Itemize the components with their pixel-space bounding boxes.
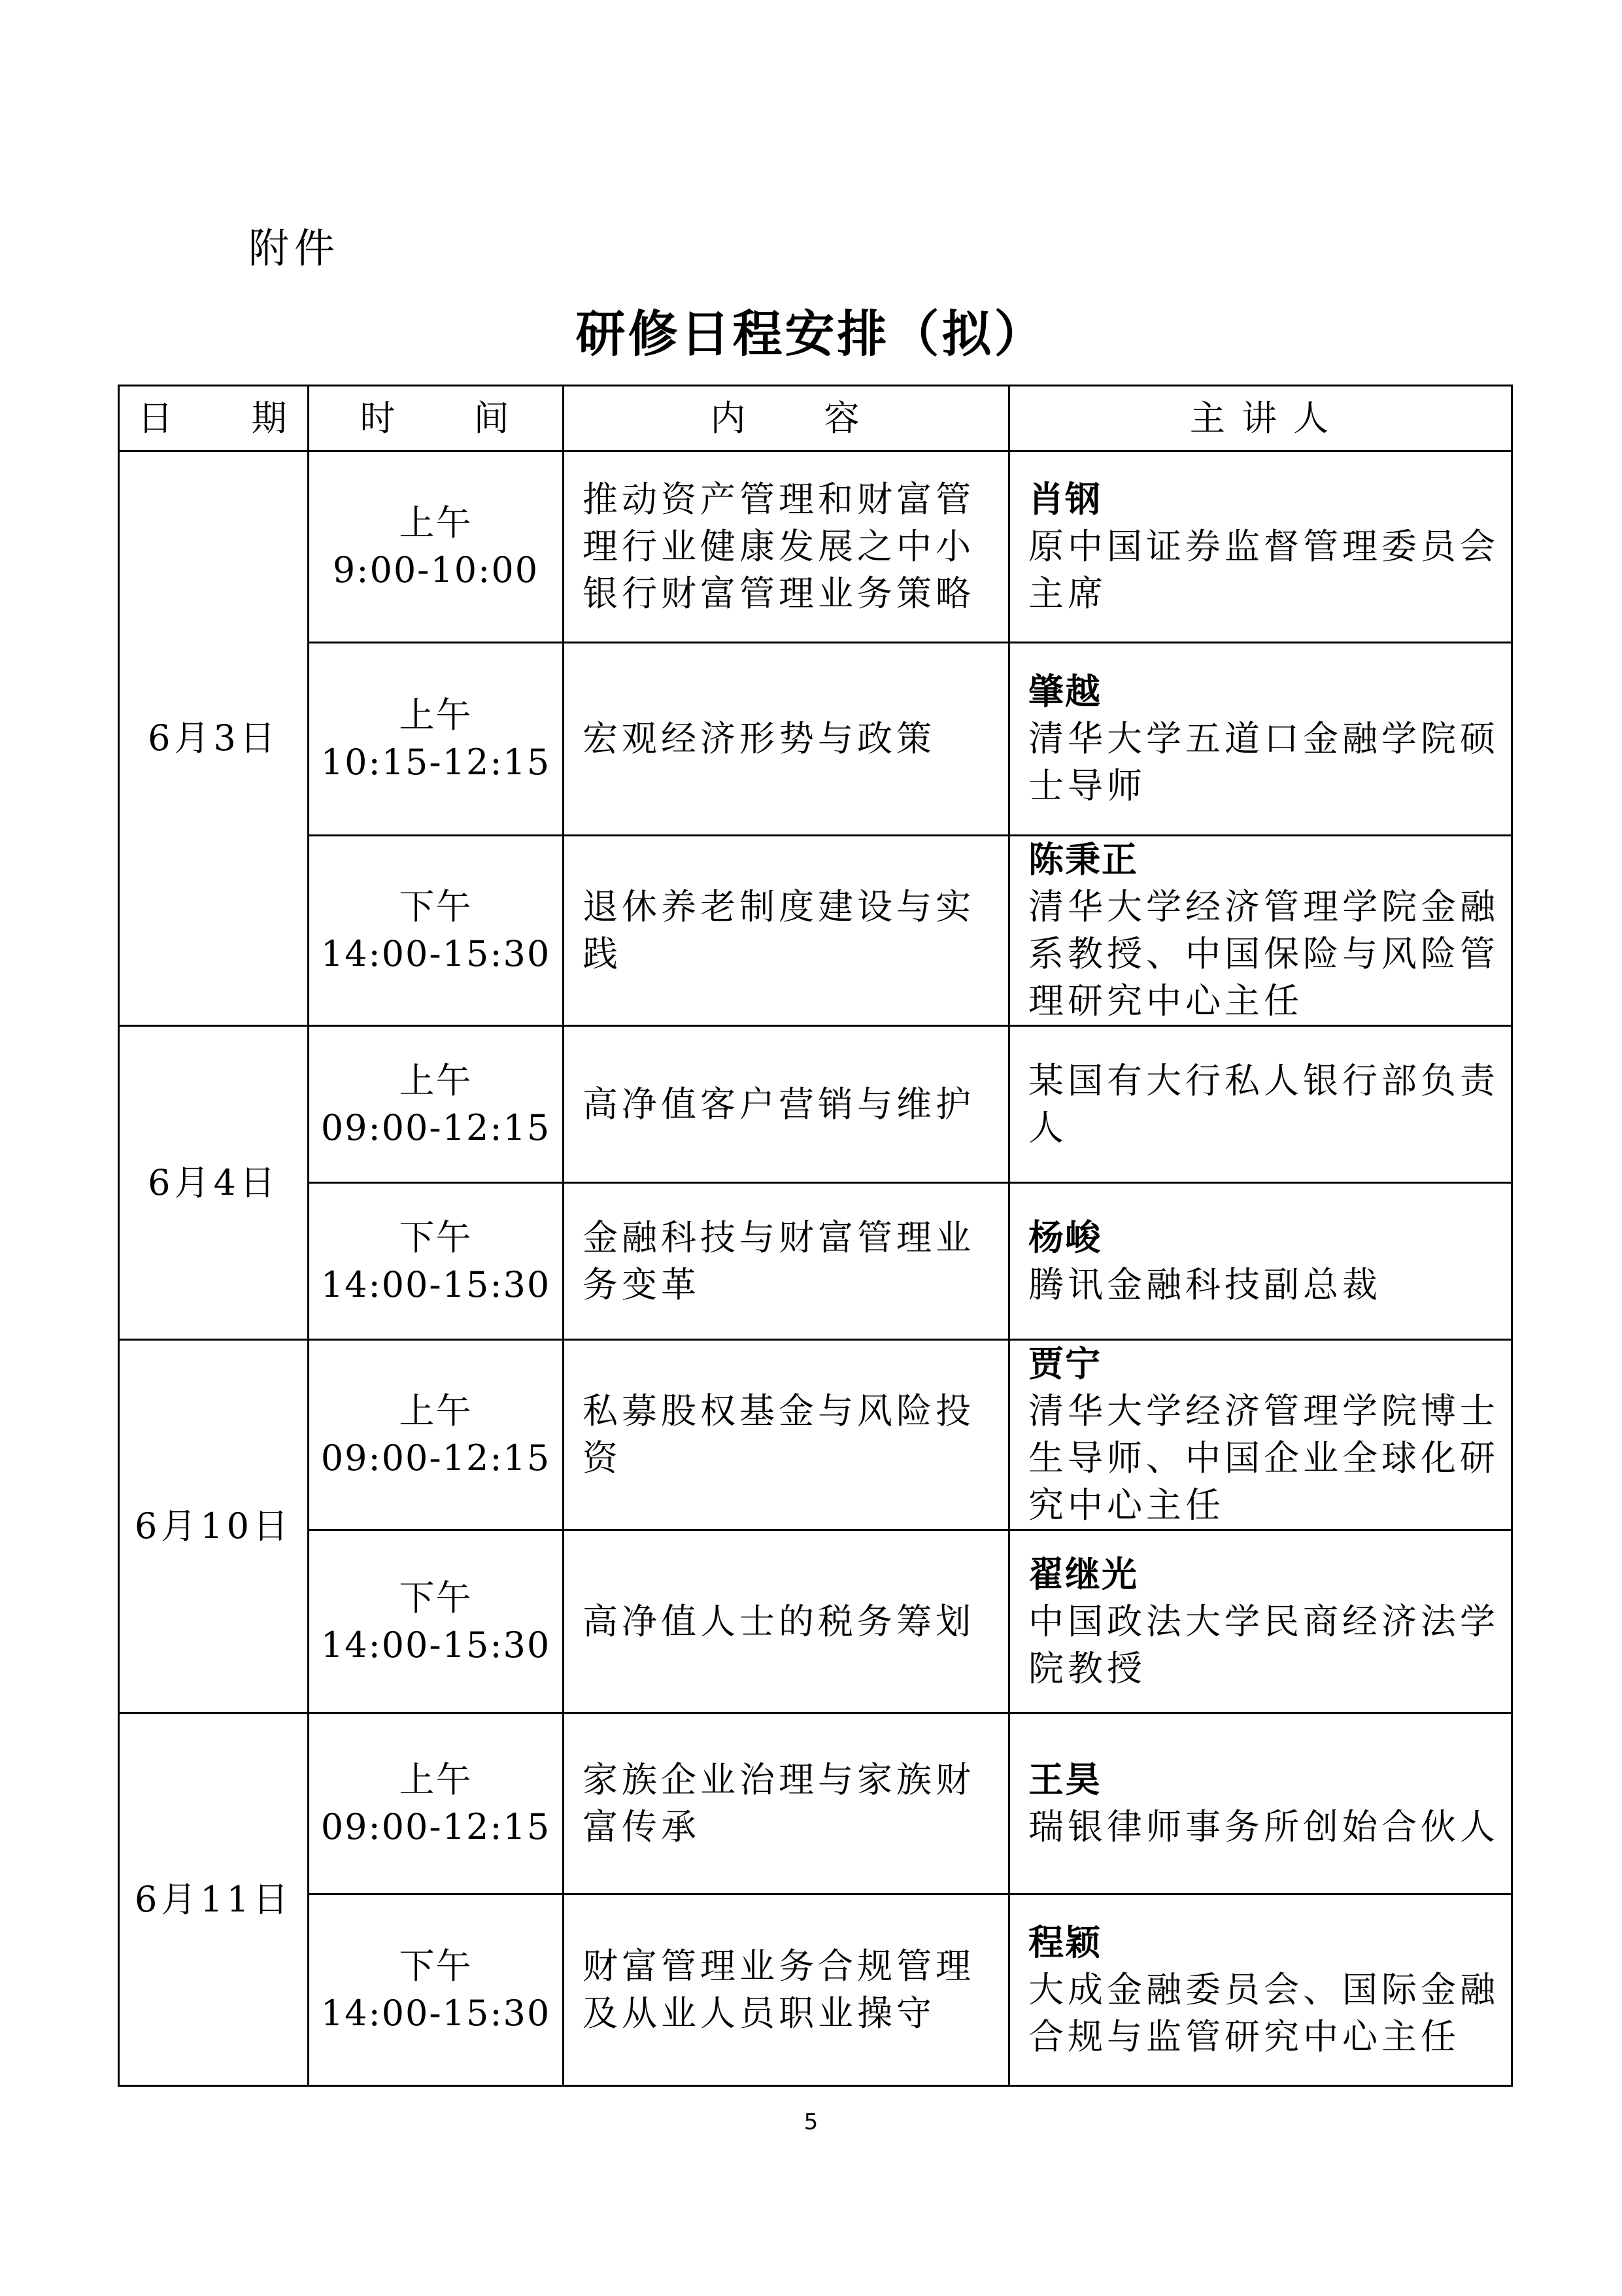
date-cell: 6月10日 — [119, 1340, 309, 1713]
speaker-name: 肇越 — [1028, 671, 1102, 712]
session-time: 09:00-12:15 — [320, 1806, 551, 1847]
speaker-cell — [1009, 836, 1512, 1026]
attachment-label: 附件 — [248, 224, 341, 272]
session-period: 上午 — [399, 1759, 473, 1800]
table-row — [119, 451, 1512, 643]
table-row — [119, 1183, 1512, 1340]
session-period: 上午 — [399, 1390, 473, 1431]
table-row — [119, 1026, 1512, 1183]
table-row — [119, 643, 1512, 836]
speaker-name: 王昊 — [1028, 1759, 1102, 1800]
speaker-cell — [1009, 1894, 1512, 2086]
speaker-title: 清华大学五道口金融学院硕士导师 — [1028, 718, 1499, 806]
time-cell — [309, 451, 564, 643]
table-row — [119, 1713, 1512, 1894]
content-cell: 家族企业治理与家族财富传承 — [564, 1713, 1009, 1894]
table-row — [119, 1530, 1512, 1713]
session-time: 9:00-10:00 — [332, 549, 539, 591]
content-cell: 宏观经济形势与政策 — [564, 643, 1009, 836]
content-cell: 私募股权基金与风险投资 — [564, 1340, 1009, 1530]
speaker-cell — [1009, 1026, 1512, 1183]
speaker-title: 原中国证券监督管理委员会主席 — [1028, 526, 1499, 614]
speaker-name: 陈秉正 — [1028, 839, 1138, 880]
time-cell — [309, 1530, 564, 1713]
speaker-title: 大成金融委员会、国际金融合规与监管研究中心主任 — [1028, 1969, 1499, 2057]
speaker-cell — [1009, 643, 1512, 836]
session-time: 09:00-12:15 — [320, 1106, 551, 1148]
session-period: 上午 — [399, 694, 473, 736]
time-cell — [309, 1894, 564, 2086]
page-title: 研修日程安排（拟） — [575, 305, 1047, 363]
page-number: 5 — [803, 2109, 819, 2135]
table-row — [119, 1340, 1512, 1530]
speaker-cell — [1009, 1183, 1512, 1340]
content-cell: 高净值人士的税务筹划 — [564, 1530, 1009, 1713]
speaker-name: 杨峻 — [1028, 1216, 1102, 1258]
session-period: 上午 — [399, 1059, 473, 1101]
time-cell — [309, 643, 564, 836]
header-speaker: 主 讲 人 — [1009, 386, 1512, 451]
time-cell — [309, 1183, 564, 1340]
session-period: 下午 — [399, 1216, 473, 1258]
table-row — [119, 1894, 1512, 2086]
time-cell — [309, 1340, 564, 1530]
session-time: 14:00-15:30 — [320, 933, 551, 974]
session-period: 下午 — [399, 1945, 473, 1987]
header-date: 日 期 — [119, 386, 309, 451]
date-cell: 6月3日 — [119, 451, 309, 1026]
speaker-cell — [1009, 1713, 1512, 1894]
content-cell: 高净值客户营销与维护 — [564, 1026, 1009, 1183]
speaker-cell — [1009, 451, 1512, 643]
session-time: 14:00-15:30 — [320, 1263, 551, 1305]
table-row — [119, 836, 1512, 1026]
header-time: 时 间 — [309, 386, 564, 451]
speaker-name: 程颖 — [1028, 1922, 1102, 1963]
content-cell: 财富管理业务合规管理及从业人员职业操守 — [564, 1894, 1009, 2086]
speaker-name: 肖钢 — [1028, 479, 1102, 520]
session-time: 10:15-12:15 — [320, 742, 551, 783]
date-cell: 6月11日 — [119, 1713, 309, 2086]
time-cell — [309, 1026, 564, 1183]
session-time: 09:00-12:15 — [320, 1437, 551, 1479]
content-cell: 退休养老制度建设与实践 — [564, 836, 1009, 1026]
content-cell: 金融科技与财富管理业务变革 — [564, 1183, 1009, 1340]
session-period: 下午 — [399, 1577, 473, 1619]
speaker-title: 瑞银律师事务所创始合伙人 — [1028, 1806, 1499, 1847]
table-header-row — [119, 386, 1512, 451]
speaker-name: 翟继光 — [1028, 1553, 1138, 1595]
time-cell — [309, 1713, 564, 1894]
speaker-title: 某国有大行私人银行部负责人 — [1028, 1059, 1499, 1148]
speaker-title: 清华大学经济管理学院博士生导师、中国企业全球化研究中心主任 — [1028, 1390, 1499, 1526]
schedule-table — [118, 385, 1513, 2087]
session-period: 下午 — [399, 886, 473, 927]
session-time: 14:00-15:30 — [320, 1624, 551, 1666]
session-period: 上午 — [399, 502, 473, 543]
time-cell — [309, 836, 564, 1026]
speaker-cell — [1009, 1530, 1512, 1713]
header-content: 内 容 — [564, 386, 1009, 451]
session-time: 14:00-15:30 — [320, 1993, 551, 2034]
speaker-title: 中国政法大学民商经济法学院教授 — [1028, 1600, 1499, 1689]
speaker-title: 腾讯金融科技副总裁 — [1028, 1263, 1381, 1305]
speaker-name: 贾宁 — [1028, 1343, 1102, 1384]
speaker-title: 清华大学经济管理学院金融系教授、中国保险与风险管理研究中心主任 — [1028, 886, 1499, 1021]
speaker-cell — [1009, 1340, 1512, 1530]
date-cell: 6月4日 — [119, 1026, 309, 1340]
content-cell: 推动资产管理和财富管理行业健康发展之中小银行财富管理业务策略 — [564, 451, 1009, 643]
